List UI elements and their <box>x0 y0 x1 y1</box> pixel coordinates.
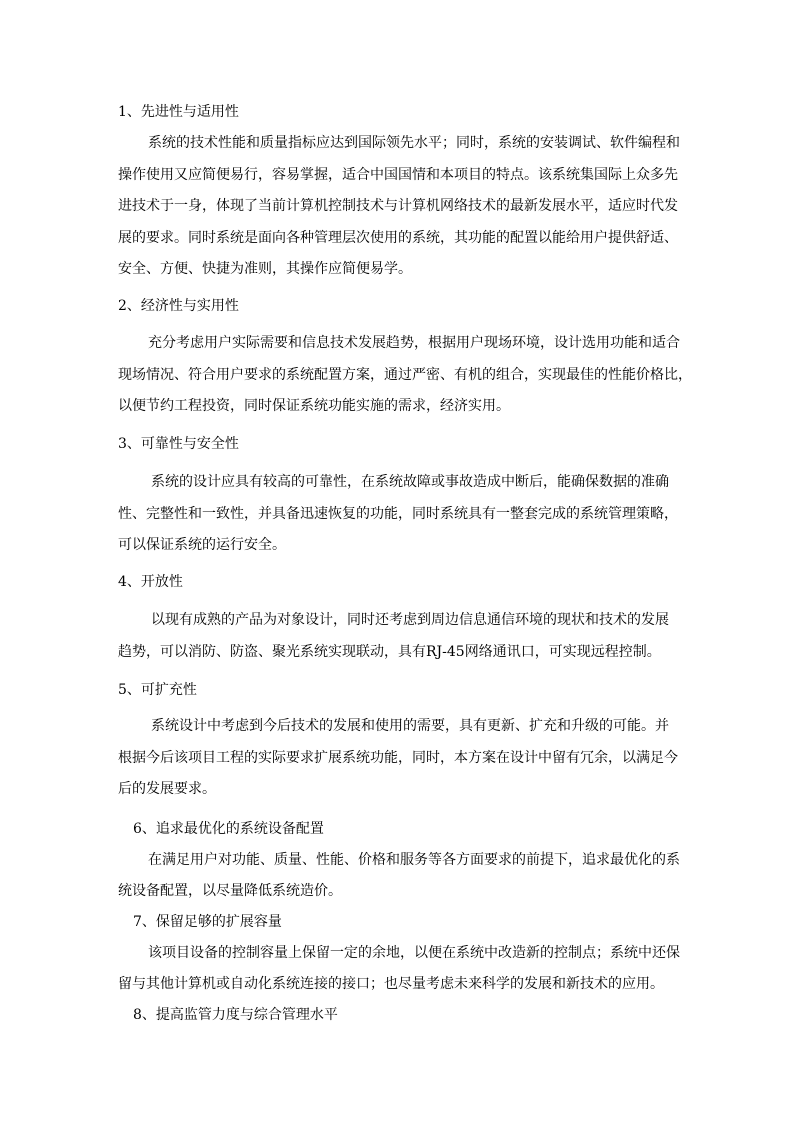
paragraph-line: 系统设计中考虑到今后技术的发展和使用的需要，具有更新、扩充和升级的可能。并 <box>151 718 669 734</box>
paragraph-line: 以便节约工程投资，同时保证系统功能实施的需求，经济实用。 <box>118 398 510 414</box>
section-heading: 4、开放性 <box>118 574 183 590</box>
section-heading: 6、追求最优化的系统设备配置 <box>133 821 324 837</box>
paragraph-line: 系统的设计应具有较高的可靠性，在系统故障或事故造成中断后，能确保数据的准确 <box>151 474 669 490</box>
section-heading: 3、可靠性与安全性 <box>118 436 239 452</box>
paragraph-line: 现场情况、符合用户要求的系统配置方案，通过严密、有机的组合，实现最佳的性能价格比， <box>118 367 692 383</box>
paragraph-line: 留与其他计算机或自动化系统连接的接口；也尽量考虑未来科学的发展和新技术的应用。 <box>118 976 664 992</box>
paragraph-line: 展的要求。同时系统是面向各种管理层次使用的系统，其功能的配置以能给用户提供舒适、 <box>118 230 678 246</box>
paragraph-line: 操作使用又应简便易行，容易掌握，适合中国国情和本项目的特点。该系统集国际上众多先 <box>118 167 678 183</box>
paragraph-line: 充分考虑用户实际需要和信息技术发展趋势，根据用户现场环境，设计选用功能和适合 <box>148 335 680 351</box>
paragraph-line: 该项目设备的控制容量上保留一定的余地，以便在系统中改造新的控制点；系统中还保 <box>148 945 680 961</box>
paragraph-line: 趋势，可以消防、防盗、聚光系统实现联动，具有RJ-45网络通讯口，可实现远程控制。 <box>118 644 661 660</box>
section-heading: 5、可扩充性 <box>118 682 197 698</box>
paragraph-line: 统设备配置，以尽量降低系统造价。 <box>118 883 342 899</box>
paragraph-line: 安全、方便、快捷为准则，其操作应简便易学。 <box>118 261 412 277</box>
section-heading: 7、保留足够的扩展容量 <box>133 914 282 930</box>
paragraph-line: 进技术于一身，体现了当前计算机控制技术与计算机网络技术的最新发展水平，适应时代发 <box>118 198 678 214</box>
section-heading: 1、先进性与适用性 <box>118 104 239 120</box>
paragraph-line: 系统的技术性能和质量指标应达到国际领先水平；同时，系统的安装调试、软件编程和 <box>148 135 680 151</box>
section-heading: 2、经济性与实用性 <box>118 298 239 314</box>
paragraph-line: 后的发展要求。 <box>118 781 216 797</box>
paragraph-line: 可以保证系统的运行安全。 <box>118 537 286 553</box>
paragraph-line: 在满足用户对功能、质量、性能、价格和服务等各方面要求的前提下，追求最优化的系 <box>148 852 680 868</box>
paragraph-line: 以现有成熟的产品为对象设计，同时还考虑到周边信息通信环境的现状和技术的发展 <box>151 612 669 628</box>
section-heading: 8、提高监管力度与综合管理水平 <box>133 1007 338 1023</box>
paragraph-line: 根据今后该项目工程的实际要求扩展系统功能，同时，本方案在设计中留有冗余，以满足今 <box>118 750 678 766</box>
paragraph-line: 性、完整性和一致性，并具备迅速恢复的功能，同时系统具有一整套完成的系统管理策略， <box>118 506 678 522</box>
